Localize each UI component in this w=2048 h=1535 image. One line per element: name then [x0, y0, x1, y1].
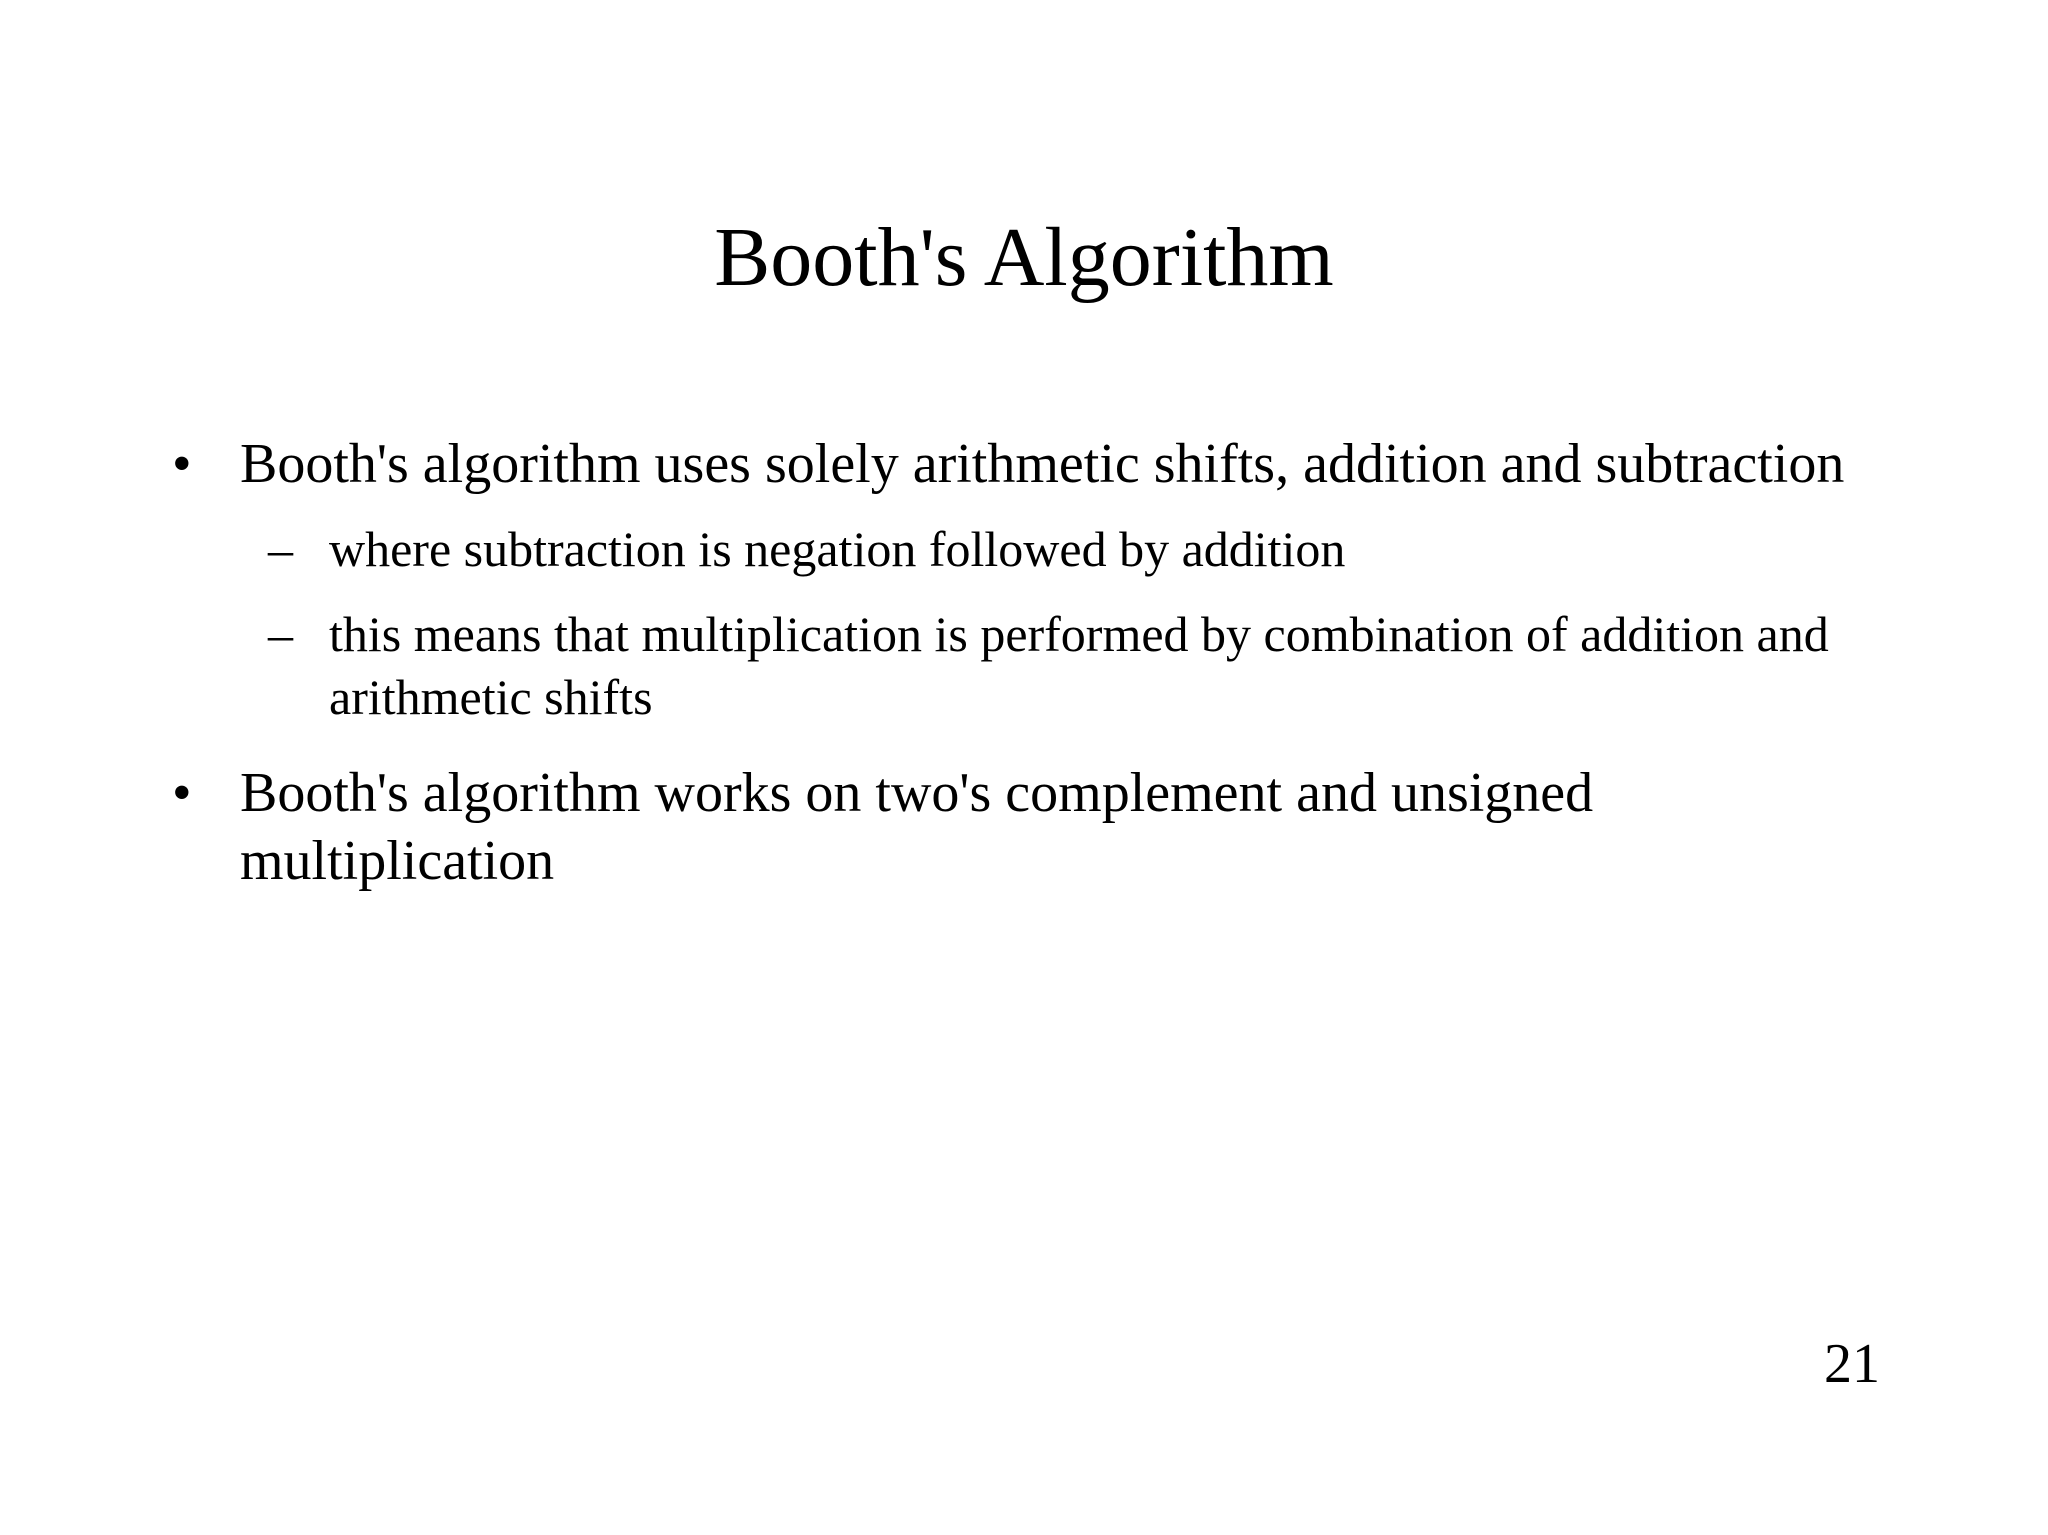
bullet-item — [172, 430, 1872, 498]
slide-content — [172, 430, 1872, 895]
sub-bullet-marker: – — [268, 606, 293, 662]
bullet-text: Booth's algorithm uses solely arithmetic shifts, addition and subtraction — [240, 433, 1845, 495]
sub-bullet-text: this means that multiplication is performed by combination of addition and arithmetic shifts — [329, 606, 1829, 725]
sub-bullet-marker: – — [268, 521, 293, 577]
bullet-text: Booth's algorithm works on two's complement and unsigned multiplication — [240, 762, 1594, 892]
bullet-item — [172, 759, 1872, 895]
sub-bullet-item — [172, 603, 1872, 729]
bullet-marker: • — [172, 433, 192, 495]
bullet-marker: • — [172, 762, 192, 824]
slide-title: Booth's Algorithm — [714, 211, 1334, 304]
sub-bullet-item — [172, 518, 1872, 581]
page-number: 21 — [1824, 1333, 1880, 1395]
sub-bullet-text: where subtraction is negation followed by addition — [329, 521, 1346, 577]
